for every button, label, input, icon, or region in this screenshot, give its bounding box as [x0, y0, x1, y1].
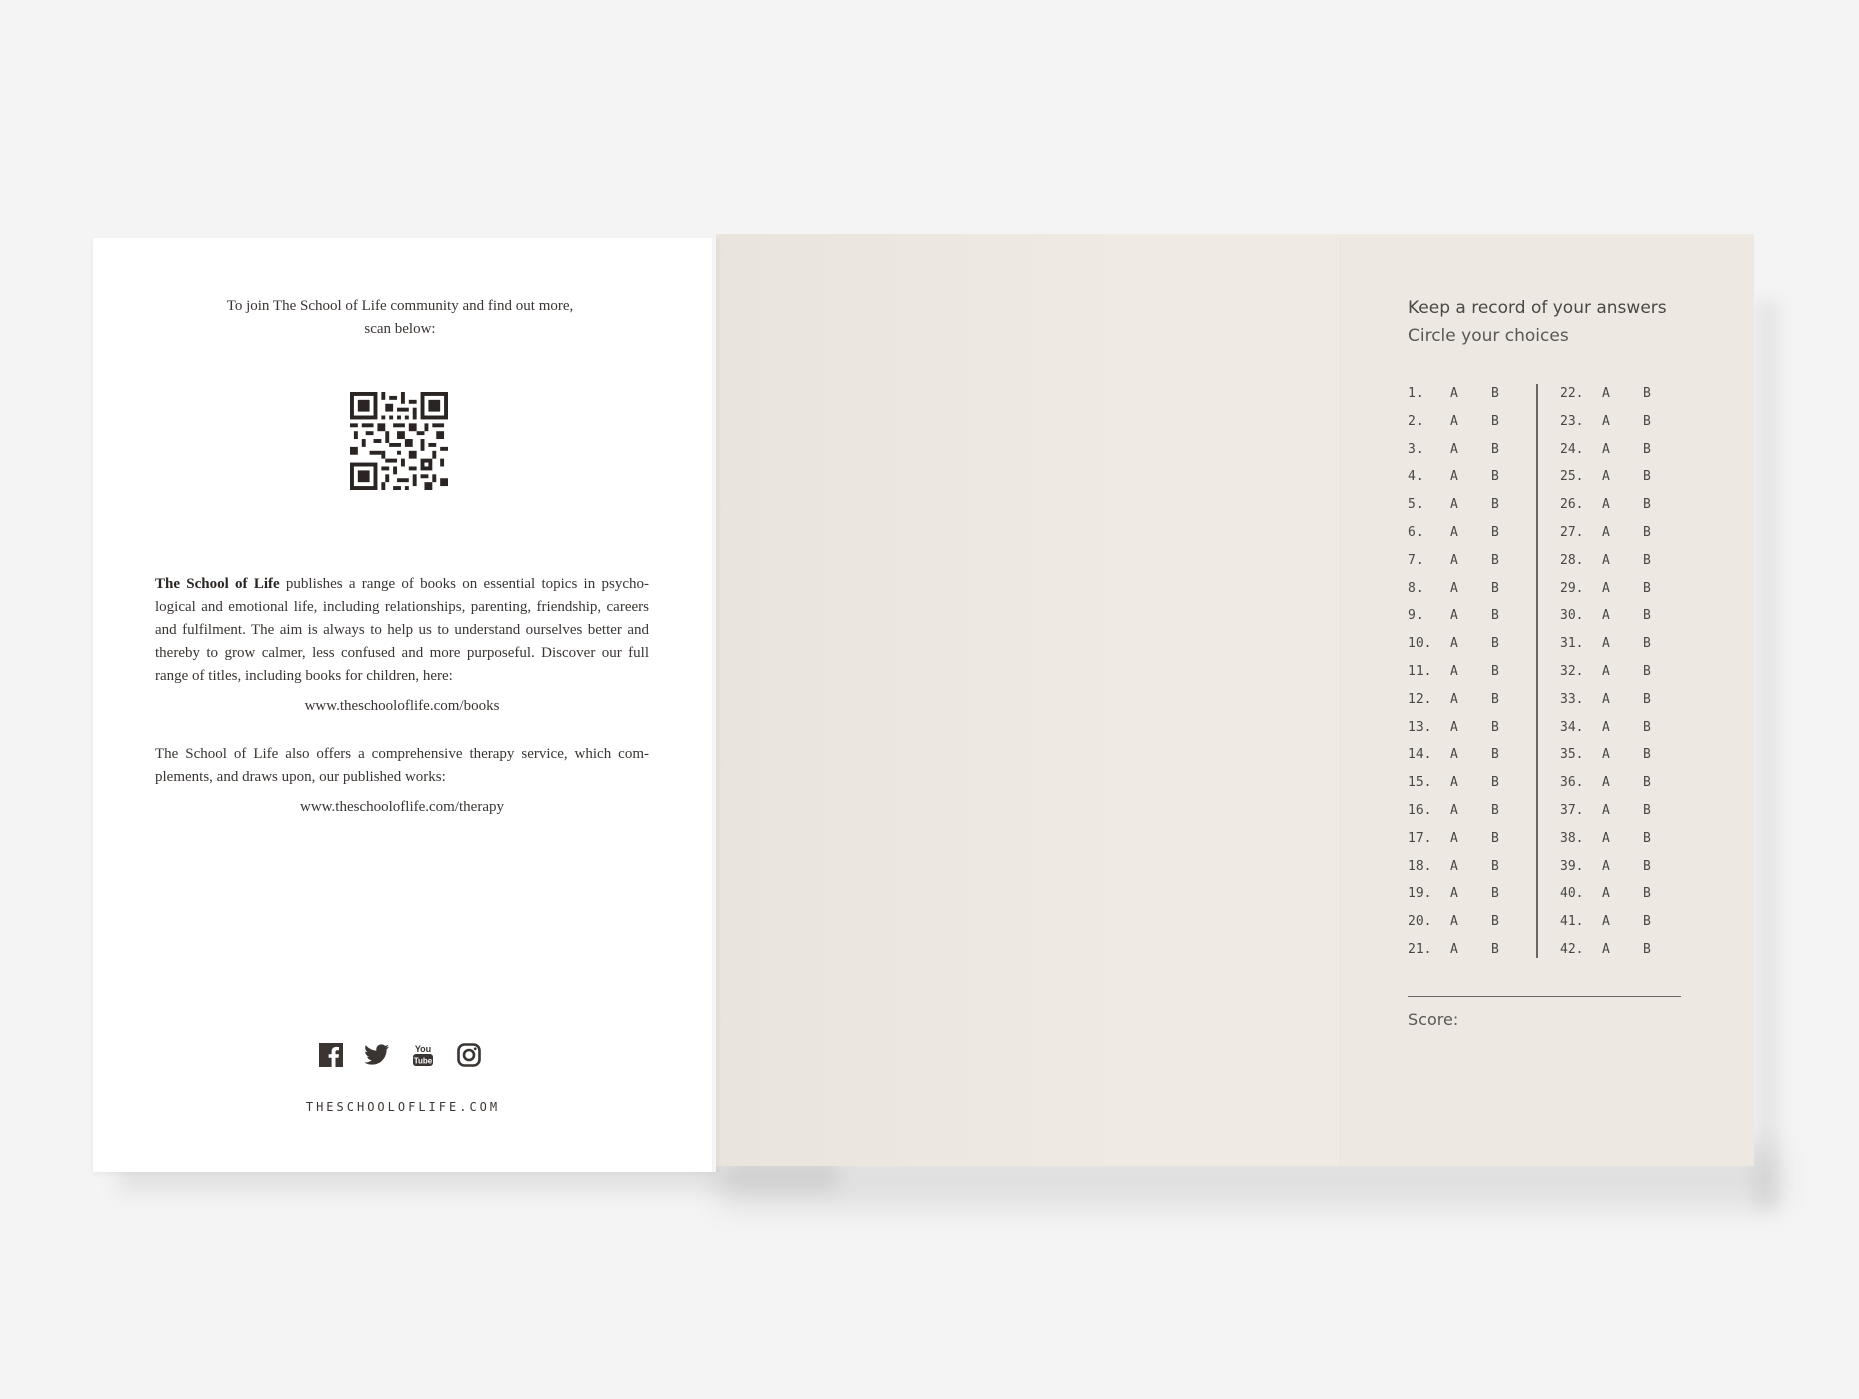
answer-number: 15. — [1408, 775, 1432, 791]
option-b: B — [1491, 386, 1499, 401]
answer-row — [1408, 414, 1528, 442]
answer-row — [1560, 469, 1680, 497]
answer-number: 13. — [1408, 719, 1432, 735]
answer-number: 26. — [1560, 497, 1584, 513]
answer-number: 38. — [1560, 830, 1584, 846]
option-b: B — [1643, 941, 1651, 957]
answer-row — [1408, 553, 1528, 581]
option-b: B — [1491, 719, 1499, 735]
answer-row — [1560, 859, 1680, 887]
answer-row — [1408, 720, 1528, 748]
answers-divider — [1536, 384, 1538, 958]
option-a: A — [1602, 802, 1610, 818]
answer-number: 28. — [1560, 552, 1584, 568]
option-b: B — [1643, 802, 1651, 818]
answer-row — [1560, 831, 1680, 859]
option-b: B — [1643, 691, 1651, 707]
option-a: A — [1602, 691, 1610, 707]
answer-number: 6. — [1408, 524, 1424, 540]
option-a: A — [1602, 580, 1610, 596]
option-b: B — [1491, 691, 1499, 707]
answer-row — [1560, 692, 1680, 720]
answer-flap — [1342, 238, 1754, 1166]
option-b: B — [1491, 413, 1499, 429]
answer-number: 20. — [1408, 914, 1432, 930]
answer-row — [1408, 859, 1528, 887]
option-a: A — [1602, 441, 1610, 457]
answer-number: 4. — [1408, 469, 1424, 485]
intro-line-1: To join The School of Life community and find out more, — [226, 298, 574, 314]
answer-row — [1560, 942, 1680, 970]
option-a: A — [1450, 886, 1458, 902]
option-a: A — [1602, 386, 1610, 401]
answer-number: 1. — [1408, 386, 1424, 401]
answer-row — [1560, 747, 1680, 775]
answer-number: 7. — [1408, 552, 1424, 568]
answer-number: 27. — [1560, 524, 1584, 540]
answers-column-right — [1560, 386, 1680, 970]
answer-number: 22. — [1560, 386, 1584, 401]
option-b: B — [1643, 524, 1651, 540]
option-a: A — [1602, 524, 1610, 540]
answer-number: 17. — [1408, 830, 1432, 846]
option-b: B — [1491, 886, 1499, 902]
answer-number: 10. — [1408, 636, 1432, 652]
answer-number: 14. — [1408, 747, 1432, 763]
option-b: B — [1643, 775, 1651, 791]
option-a: A — [1450, 386, 1458, 401]
twitter-icon — [364, 1042, 390, 1068]
option-a: A — [1602, 914, 1610, 930]
option-a: A — [1450, 663, 1458, 679]
answer-row — [1560, 608, 1680, 636]
option-a: A — [1450, 830, 1458, 846]
answer-row — [1408, 803, 1528, 831]
answer-row — [1408, 442, 1528, 470]
answer-number: 23. — [1560, 413, 1584, 429]
answers-title: Keep a record of your answers — [1408, 298, 1667, 318]
option-a: A — [1450, 552, 1458, 568]
answer-row — [1408, 386, 1528, 414]
option-b: B — [1491, 469, 1499, 485]
answer-row — [1560, 497, 1680, 525]
option-b: B — [1491, 941, 1499, 957]
option-a: A — [1450, 441, 1458, 457]
answers-column-left — [1408, 386, 1528, 970]
option-a: A — [1450, 580, 1458, 596]
option-a: A — [1450, 497, 1458, 513]
option-b: B — [1643, 552, 1651, 568]
option-b: B — [1491, 497, 1499, 513]
answer-number: 32. — [1560, 663, 1584, 679]
score-rule — [1408, 996, 1681, 997]
flap-fold — [1340, 238, 1342, 1166]
option-b: B — [1643, 580, 1651, 596]
answer-number: 18. — [1408, 858, 1432, 874]
option-a: A — [1450, 413, 1458, 429]
option-a: A — [1602, 719, 1610, 735]
answer-number: 30. — [1560, 608, 1584, 624]
youtube-you-text: You — [414, 1044, 432, 1054]
answer-row — [1408, 497, 1528, 525]
option-a: A — [1450, 469, 1458, 485]
option-a: A — [1602, 941, 1610, 957]
answer-row — [1560, 720, 1680, 748]
brand-name: The School of Life — [155, 576, 280, 592]
option-b: B — [1491, 580, 1499, 596]
answer-number: 35. — [1560, 747, 1584, 763]
option-a: A — [1450, 858, 1458, 874]
answer-row — [1408, 942, 1528, 970]
answer-number: 33. — [1560, 691, 1584, 707]
answer-number: 21. — [1408, 941, 1432, 957]
option-a: A — [1602, 663, 1610, 679]
option-b: B — [1643, 663, 1651, 679]
social-icons — [318, 1040, 488, 1070]
answer-row — [1560, 525, 1680, 553]
option-a: A — [1450, 608, 1458, 624]
option-a: A — [1602, 775, 1610, 791]
option-b: B — [1643, 636, 1651, 652]
option-a: A — [1602, 413, 1610, 429]
option-a: A — [1602, 858, 1610, 874]
answer-row — [1408, 525, 1528, 553]
facebook-icon — [318, 1042, 344, 1068]
therapy-paragraph: The School of Life also offers a comprehensive therapy service, which com-plements, and draws upon, our published works: — [155, 746, 649, 785]
option-b: B — [1643, 858, 1651, 874]
option-b: B — [1491, 747, 1499, 763]
answer-row — [1560, 442, 1680, 470]
option-b: B — [1491, 775, 1499, 791]
option-b: B — [1643, 830, 1651, 846]
option-b: B — [1643, 747, 1651, 763]
option-a: A — [1602, 497, 1610, 513]
answer-number: 40. — [1560, 886, 1584, 902]
answer-row — [1560, 414, 1680, 442]
answer-row — [1408, 914, 1528, 942]
answer-row — [1560, 775, 1680, 803]
answer-row — [1560, 636, 1680, 664]
option-b: B — [1491, 441, 1499, 457]
option-b: B — [1643, 914, 1651, 930]
option-a: A — [1602, 830, 1610, 846]
answer-number: 39. — [1560, 858, 1584, 874]
answers-subtitle: Circle your choices — [1408, 326, 1569, 346]
qr-code-icon — [350, 392, 448, 490]
answer-number: 37. — [1560, 802, 1584, 818]
answer-row — [1560, 914, 1680, 942]
answer-number: 9. — [1408, 608, 1424, 624]
option-a: A — [1450, 747, 1458, 763]
books-paragraph-text: publishes a range of books on essential topics in psycho-logical and emotional life, including relationships, parenting, friendship, careers and fulfilment. The aim is always to help us to understand ourselves better and thereby to grow calmer, less confused and more purposeful. Discover our full range of titles, including books for children, here: — [155, 576, 649, 684]
answer-number: 12. — [1408, 691, 1432, 707]
option-b: B — [1491, 663, 1499, 679]
answer-number: 5. — [1408, 497, 1424, 513]
option-a: A — [1450, 914, 1458, 930]
answer-row — [1408, 608, 1528, 636]
option-b: B — [1643, 386, 1651, 401]
intro-line-2: scan below: — [364, 321, 436, 337]
option-b: B — [1491, 636, 1499, 652]
answer-row — [1560, 803, 1680, 831]
answer-row — [1560, 386, 1680, 414]
option-b: B — [1643, 497, 1651, 513]
option-a: A — [1602, 636, 1610, 652]
option-b: B — [1491, 914, 1499, 930]
website-url: THESCHOOLOFLIFE.COM — [305, 1100, 501, 1114]
answer-row — [1560, 886, 1680, 914]
option-a: A — [1450, 691, 1458, 707]
intro-text — [190, 295, 610, 341]
option-a: A — [1450, 524, 1458, 540]
answer-row — [1560, 553, 1680, 581]
answer-number: 8. — [1408, 580, 1424, 596]
answer-number: 24. — [1560, 441, 1584, 457]
therapy-link: www.theschooloflife.com/therapy — [300, 799, 504, 815]
option-b: B — [1491, 830, 1499, 846]
answer-number: 25. — [1560, 469, 1584, 485]
answer-row — [1408, 831, 1528, 859]
option-a: A — [1450, 802, 1458, 818]
option-a: A — [1602, 747, 1610, 763]
answer-number: 42. — [1560, 941, 1584, 957]
youtube-tube-text: Tube — [413, 1056, 433, 1066]
option-a: A — [1450, 775, 1458, 791]
option-a: A — [1450, 719, 1458, 735]
answer-row — [1560, 664, 1680, 692]
books-paragraph — [155, 573, 649, 688]
answer-number: 19. — [1408, 886, 1432, 902]
answer-row — [1560, 581, 1680, 609]
option-b: B — [1643, 441, 1651, 457]
answer-row — [1408, 469, 1528, 497]
answer-number: 34. — [1560, 719, 1584, 735]
answer-row — [1408, 664, 1528, 692]
answer-row — [1408, 747, 1528, 775]
answer-row — [1408, 692, 1528, 720]
answer-row — [1408, 636, 1528, 664]
answer-number: 2. — [1408, 413, 1424, 429]
answer-number: 31. — [1560, 636, 1584, 652]
answer-row — [1408, 581, 1528, 609]
books-link: www.theschooloflife.com/books — [304, 698, 500, 714]
instagram-icon — [456, 1042, 482, 1068]
option-a: A — [1602, 886, 1610, 902]
option-a: A — [1602, 608, 1610, 624]
answer-number: 36. — [1560, 775, 1584, 791]
option-a: A — [1602, 469, 1610, 485]
option-b: B — [1643, 608, 1651, 624]
option-b: B — [1643, 469, 1651, 485]
option-b: B — [1491, 858, 1499, 874]
score-label: Score: — [1408, 1010, 1459, 1029]
answer-number: 29. — [1560, 580, 1584, 596]
book-gutter — [712, 238, 722, 1172]
option-b: B — [1491, 524, 1499, 540]
option-a: A — [1450, 636, 1458, 652]
answer-number: 16. — [1408, 802, 1432, 818]
answer-number: 41. — [1560, 914, 1584, 930]
option-a: A — [1450, 941, 1458, 957]
option-b: B — [1643, 413, 1651, 429]
option-b: B — [1491, 802, 1499, 818]
answer-row — [1408, 886, 1528, 914]
answer-number: 3. — [1408, 441, 1424, 457]
option-a: A — [1602, 552, 1610, 568]
book-shadow-edge — [1755, 300, 1779, 1210]
option-b: B — [1643, 886, 1651, 902]
option-b: B — [1491, 608, 1499, 624]
answer-row — [1408, 775, 1528, 803]
option-b: B — [1491, 552, 1499, 568]
answer-number: 11. — [1408, 663, 1432, 679]
option-b: B — [1643, 719, 1651, 735]
youtube-icon — [410, 1042, 436, 1068]
